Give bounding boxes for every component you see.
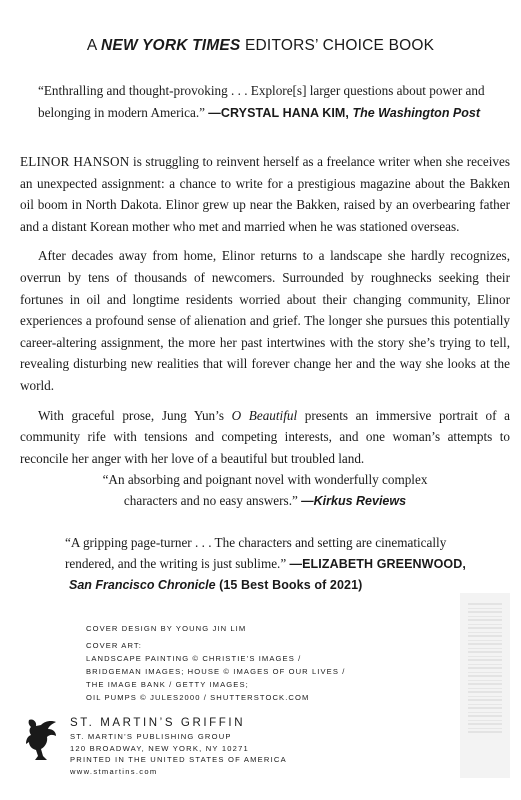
quote-note: (15 Best Books of 2021) [219,578,363,592]
quote-publication: The Washington Post [352,106,481,120]
review-quote-washington-post [38,80,488,124]
editors-choice-heading [0,37,521,55]
publisher-website: www.stmartins.com [70,767,158,776]
cover-art-line: LANDSCAPE PAINTING © CHRISTIE’S IMAGES / [86,654,302,663]
barcode-bars [468,603,502,733]
description-paragraph-1 [20,151,510,237]
quote-author: —CRYSTAL HANA KIM, [208,106,349,120]
description-p1-text: is struggling to reinvent herself as a freelance writer when she receives an unexpected assignment: a chance to write for a prestigious magazine about the Bakken oil boom in North Dakota. Elinor grew up near the Bakken, raised by an overbearing father and a distant Korean mother who met and married when he was stationed overseas. [20,154,510,234]
description-lead: ELINOR HANSON [20,154,130,169]
cover-art-line: OIL PUMPS © JULES2000 / SHUTTERSTOCK.COM [86,693,310,702]
heading-prefix: A [86,37,97,54]
publisher-address: 120 BROADWAY, NEW YORK, NY 10271 [70,743,249,753]
quote-text-line-1: “An absorbing and poignant novel with wonderfully complex [102,472,428,487]
review-quote-kirkus [60,469,470,512]
quote-publication: San Francisco Chronicle [69,578,216,592]
book-description [20,151,510,477]
publisher-group: ST. MARTIN’S PUBLISHING GROUP [70,732,232,741]
griffin-icon [23,716,59,762]
publisher-block [70,715,287,766]
quote-publication: —Kirkus Reviews [301,494,407,508]
review-quote-sf-chronicle [65,532,485,596]
publisher-name: ST. MARTIN’S GRIFFIN [70,717,246,729]
cover-art-line: BRIDGEMAN IMAGES; HOUSE © IMAGES OF OUR LIVES / [86,667,346,676]
cover-art-credits [86,639,345,704]
quote-author: —ELIZABETH GREENWOOD, [289,557,466,571]
cover-design-credit: COVER DESIGN BY YOUNG JIN LIM [86,624,247,633]
book-title: O Beautiful [231,407,298,423]
quote-text: “Enthralling and thought-provoking . . . Explore[s] larger questions about power and belonging in modern America.” [38,83,485,120]
cover-art-line: COVER ART: [86,641,143,650]
quote-attribution-line [65,575,485,596]
heading-nyt: NEW YORK TIMES [101,37,241,54]
printed-in: PRINTED IN THE UNITED STATES OF AMERICA [70,755,287,765]
cover-art-line: THE IMAGE BANK / GETTY IMAGES; [86,680,249,689]
description-p3-pre: With graceful prose, Jung Yun’s [38,407,232,423]
description-paragraph-2: After decades away from home, Elinor returns to a landscape she hardly recognizes, overrun by tens of thousands of newcomers. Surrounded by roughnecks seeking their fortunes in oil and longtime residents worried about their changing community, Elinor experiences a profound sense of alienation and grief. The longer she pursues this potentially career-altering assignment, the more her past intertwines with the story she’s trying to tell, revealing disturbing new realities that will forever change her and the way she looks at the world. [20,248,510,393]
heading-suffix: EDITORS’ CHOICE BOOK [245,37,435,54]
quote-text: “A gripping page-turner . . . The characters and setting are cinematically rendered, and the writing is just sublime.” [65,535,447,571]
quote-text-line-2: characters and no easy answers.” [123,493,298,508]
barcode-placeholder [460,593,510,778]
description-paragraph-3 [20,405,510,470]
description-p3-post: presents an immersive portrait of a community rife with tensions and competing interests, and one woman’s attempts to reconcile her anger with her love of a beautiful but troubled land. [20,407,511,466]
